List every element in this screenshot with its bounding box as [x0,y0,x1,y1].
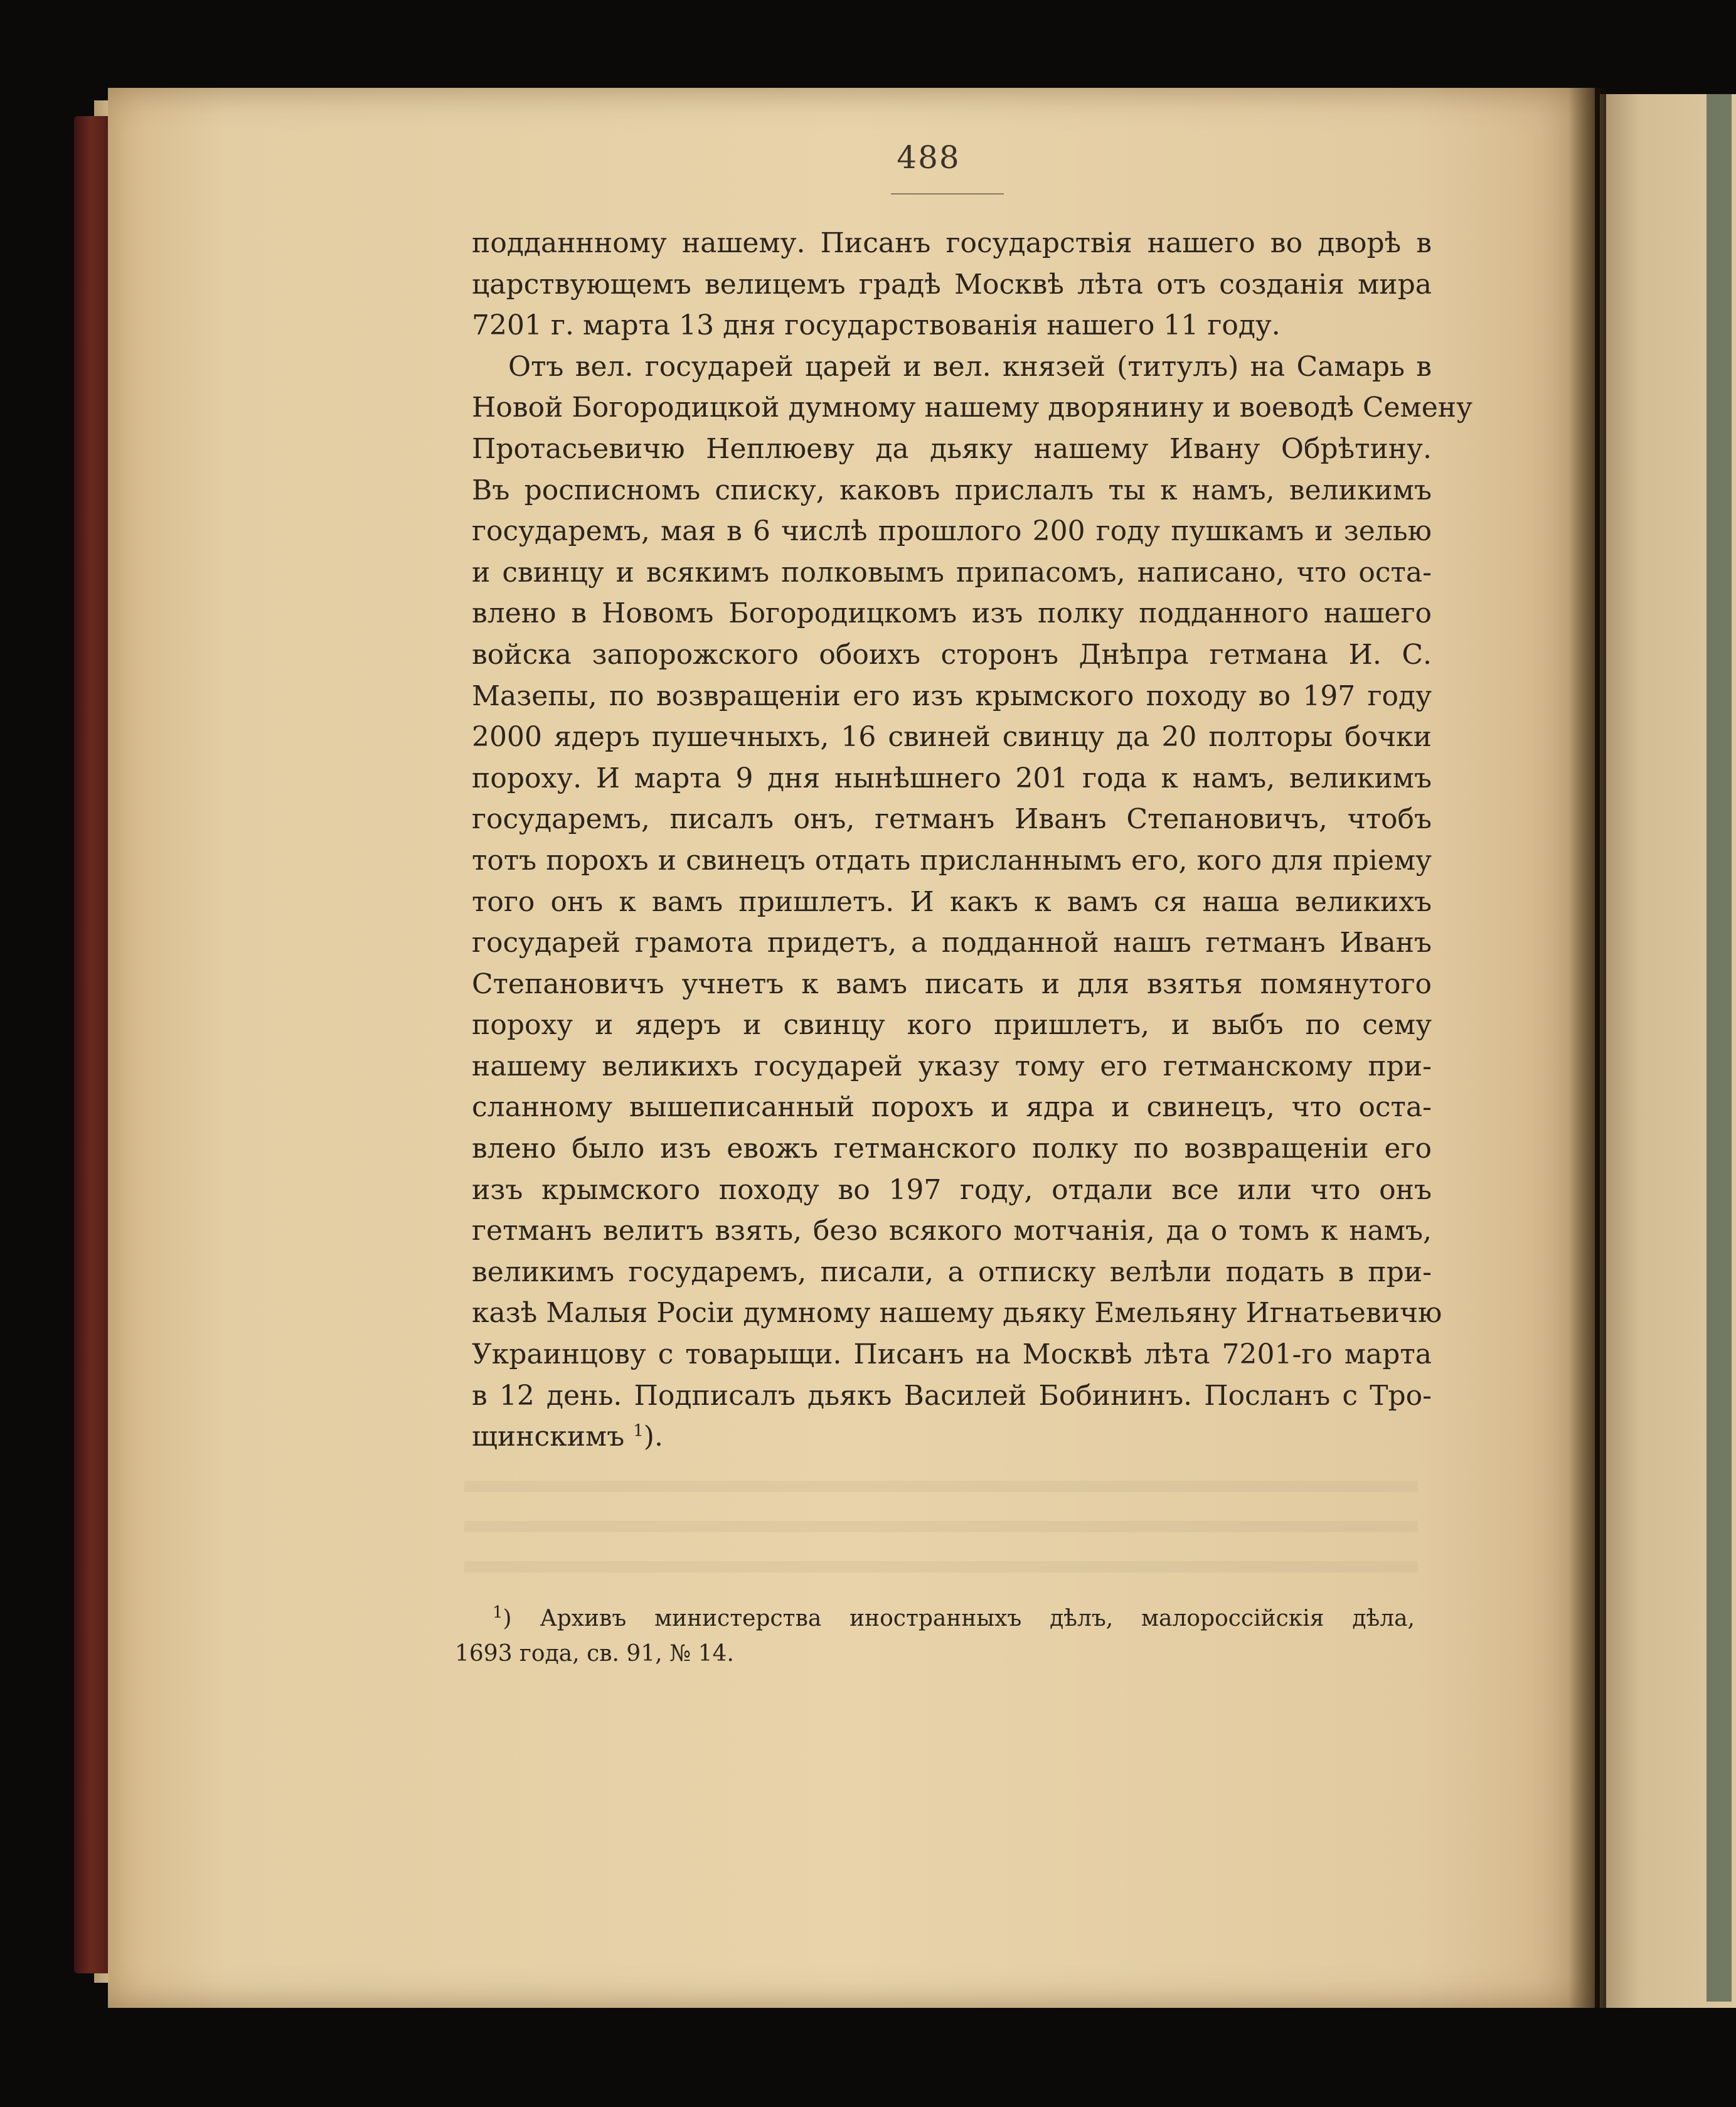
text-line: Мазепы, по возвращеніи его изъ крымского походу во 197 году [472,680,1432,712]
text-line: подданнному нашему. Писанъ государствія нашего во дворѣ в [472,227,1432,259]
text-line: Новой Богородицкой думному нашему дворянину и воеводѣ Семену [472,392,1472,424]
facing-page-edge [1707,94,1732,2002]
text-line: Отъ вел. государей царей и вел. князей (титулъ) на Самарь в [508,350,1432,383]
footnote [455,1601,1415,1672]
text-line: гетманъ велитъ взять, безо всякого мотчанія, да о томъ к намъ, [472,1215,1432,1247]
text-line: пороху и ядеръ и свинцу кого пришлетъ, и выбъ по сему [472,1009,1432,1042]
text-line: Степановичъ учнетъ к вамъ писать и для взятья помянутого [472,968,1432,1000]
text-line: государемъ, мая в 6 числѣ прошлого 200 году пушкамъ и зелью [472,515,1432,548]
text-line: нашему великихъ государей указу тому его гетманскому при- [472,1050,1432,1082]
page-gutter-shadow [1568,88,1606,2008]
text-line: и свинцу и всякимъ полковымъ припасомъ, написано, что оста- [472,556,1432,589]
text-line: 2000 ядеръ пушечныхъ, 16 свиней свинцу да 20 полторы бочки [472,721,1432,754]
text-line: Въ росписномъ списку, каковъ прислалъ ты к намъ, великимъ [472,474,1432,506]
text-line-final-tail: ). [643,1421,663,1453]
footnote-marker: 1 [493,1603,503,1622]
book-cover-edge [74,116,112,1973]
text-line: сланному вышеписанный порохъ и ядра и свинецъ, что оста- [472,1091,1432,1124]
footnote-line-2: 1693 года, св. 91, № 14. [455,1641,734,1667]
text-line: казѣ Малыя Росіи думному нашему дьяку Емельяну Игнатьевичю [472,1297,1442,1330]
text-line: тотъ порохъ и свинецъ отдать присланнымъ его, кого для пріему [472,844,1432,877]
footnote-line-1 [455,1601,1415,1636]
text-line: царствующемъ велицемъ градѣ Москвѣ лѣта отъ созданія мира [472,268,1432,301]
text-line: Украинцову с товарыщи. Писанъ на Москвѣ лѣта 7201-го марта [472,1338,1432,1371]
text-line: пороху. И марта 9 дня нынѣшнего 201 года к намъ, великимъ [472,762,1432,794]
text-line: войска запорожского обоихъ сторонъ Днѣпра гетмана И. С. [472,638,1432,671]
text-line-final-words: щинскимъ [472,1421,625,1453]
text-line: государемъ, писалъ онъ, гетманъ Иванъ Степановичъ, чтобъ [472,803,1432,836]
page-number: 488 [897,139,961,176]
text-line: великимъ государемъ, писали, а отписку велѣли подать в при- [472,1256,1432,1288]
text-line: изъ крымского походу во 197 году, отдали все или что онъ [472,1173,1432,1206]
footnote-reference: 1 [633,1421,644,1441]
show-through-text [464,1481,1418,1581]
text-line: 7201 г. марта 13 дня государствованія нашего 11 году. [472,309,1281,342]
body-text [472,223,1472,1458]
text-line: Протасьевичю Неплюеву да дьяку нашему Ивану Обрѣтину. [472,432,1432,465]
text-line: влено в Новомъ Богородицкомъ изъ полку подданного нашего [472,597,1432,630]
page-number-rule [891,193,1004,195]
text-line: государей грамота придетъ, а подданной нашъ гетманъ Иванъ [472,927,1432,959]
text-line-final [472,1416,1432,1458]
text-line: того онъ к вамъ пришлетъ. И какъ к вамъ ся наша великихъ [472,885,1432,918]
text-line: влено было изъ евожъ гетманского полку по возвращеніи его [472,1133,1432,1165]
footnote-text-1: ) Архивъ министерства иностранныхъ дѣлъ, малороссійскія дѣла, [503,1606,1415,1631]
text-line: в 12 день. Подписалъ дьякъ Василей Бобининъ. Посланъ с Тро- [472,1379,1432,1412]
